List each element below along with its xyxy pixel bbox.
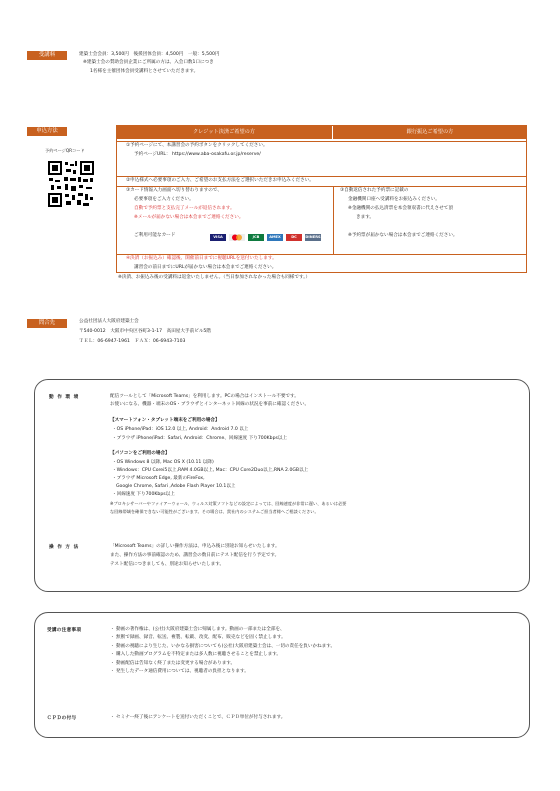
contact-address: 〒540-0012 大阪市中央区谷町3-1-17 高田屋大手前ビル5階 <box>79 329 211 334</box>
bank-header: 銀行振込ご希望の方 <box>333 125 527 139</box>
step-3-bank-1: ③自動返信された予約票に記載の <box>340 188 409 193</box>
operation-line-3: テスト配信につきましても、別途お知らせいたします。 <box>110 562 225 567</box>
env-line-13: な回線帯域を確保できない可能性がございます。その場合は、貴社内のシステムご担当者様へご相談ください。 <box>110 509 319 514</box>
environment-box <box>34 379 530 592</box>
refund-note: ※決済、お振込み後の受講料は返金いたしません。（当日参加されなかった場合も同様です。） <box>118 275 311 280</box>
qr-code[interactable] <box>47 160 95 208</box>
fee-note-1: ※建築士会の賛助会員企業にご所属の方は、入会口数1口につき <box>83 60 214 65</box>
step-3-card-5: ご利用可能なカード <box>134 233 176 238</box>
cpd-label: ＣＰＤの付与 <box>47 716 77 721</box>
diners-card-icon: DINERS <box>305 235 321 239</box>
contact-tag: 問合先 <box>27 319 67 328</box>
env-line-8: ・Windows：CPU Corei5以上,RAM 4.0GB以上, Mac：CPU Core2Duo以上,RNA 2.0GB以上 <box>112 468 309 473</box>
cpd-text: ・ セミナー終了後にアンケートを送付いただくことで、ＣＰＤ単位が付与されます。 <box>110 715 286 720</box>
env-line-3: 【スマートフォン・タブレット端末をご利用の場合】 <box>110 418 220 423</box>
operation-line-1: 「Microsoft Teams」の詳しい操作方法は、申込み後に別途お知らせいたします。 <box>110 544 280 549</box>
fee-tag: 受講料 <box>27 51 67 60</box>
contact-tel-fax: ＴＥＬ：06-6947-1961 ＦＡＸ：06-6943-7103 <box>79 339 186 344</box>
dc-card-icon: DC <box>286 234 302 241</box>
env-line-12: ※プロキシサーバーやファイアーウォール、ウィルス対策ソフトなどの設定によっては、回線速度が非常に遅い、あるいは必要 <box>110 501 347 506</box>
step-3-bank-3: ※金融機関の払込済票を本会領収書に代えさせて頂 <box>348 206 453 211</box>
step-3-bank-5: ※予約票が届かない場合は本会までご連絡ください。 <box>348 233 458 238</box>
note-line-4: ・ 購入した動画プログラムを不特定または多人数に視聴させることを禁止します。 <box>110 652 282 657</box>
operation-line-2: また、操作方法の事前確認のため、講習会の数日前にテスト配信を行う予定です。 <box>110 553 280 558</box>
contact-org: 公益社団法人大阪府建築士会 <box>79 319 139 324</box>
note-line-1: ・ 動画の著作権は、(公社)大阪府建築士会に帰属します。動画の一部または全部を、 <box>110 627 285 632</box>
note-line-3: ・ 動画の視聴により生じた、いかなる損害についても(公社)大阪府建築士会は、一切の責任を負いかねます。 <box>110 644 336 649</box>
env-line-2: お使いになる、機器・端末のOS・ブラウザとインターネット回線の状況を事前に確認ください。 <box>110 402 310 407</box>
step-3-bank-4: きます。 <box>356 215 375 220</box>
step-3-card-3: 自動で予約票と支払完了メールが返信されます。 <box>134 206 235 211</box>
mastercard-icon <box>229 234 245 241</box>
note-line-6: ・ 発生したデータ通信費用については、視聴者の負担となります。 <box>110 669 249 674</box>
step-3-card-4: ※メールが届かない場合は本会までご連絡ください。 <box>134 215 244 220</box>
note-line-2: ・ 無断で録画、録音、転送、複製、転載、改変、配布、販売などを固く禁止します。 <box>110 635 286 640</box>
step-4-text: ④決済（お振込み）確認後、開催前日までに視聴URLを送付いたします。 <box>126 256 277 261</box>
note-line-5: ・ 動画配信は告知なく終了または変更する場合があります。 <box>110 661 236 666</box>
reserve-url[interactable]: 予約ページURL： https://www.aba-osakafu.or.jp/reserve/ <box>134 152 261 157</box>
qr-label: 予約ページQRコード <box>45 148 85 153</box>
env-line-6: 【パソコンをご利用の場合】 <box>110 451 170 456</box>
notes-label: 受講の注意事項 <box>47 628 82 633</box>
step-1-text: ①予約ページにて、本講習会の予約ボタンをクリックしてください。 <box>126 143 268 148</box>
fee-prices: 建築士会会員：3,500円 後援団体会員：4,500円 一般：5,500円 <box>79 52 220 57</box>
card-header: クレジット決済ご希望の方 <box>116 125 332 139</box>
env-label: 動 作 環 境 <box>49 395 80 400</box>
step-2-text: ②申込様式へ必要事項のご入力、ご希望のお支払方法をご選択いただきお申込みください。 <box>126 178 314 183</box>
operation-label: 操 作 方 法 <box>49 545 80 550</box>
env-line-7: ・OS Windows 8 以降, Mac OS X (10.11 以降) <box>112 460 214 465</box>
amex-card-icon: AMEX <box>267 234 283 241</box>
step-3-card-1: ③カード情報入力画面へ切り替わりますので、 <box>126 188 222 193</box>
env-line-1: 配信ツールとして「Microsoft Teams」を利用します。PCの場合はインストール不要です。 <box>110 394 299 399</box>
env-line-9: ・ブラウザ Microsoft Edge, 最新のFireFox, <box>112 476 205 481</box>
step-3-bank-2: 金融機関口座へ受講料をお振込みください。 <box>348 197 440 202</box>
apply-tag: 申込方法 <box>27 127 67 136</box>
env-line-10: Google Chrome, Safari ,Adobe Flash Player 10.1以上 <box>116 484 236 489</box>
step-4-note: 講習会の前日までにURLが届かない場合は本会までご連絡ください。 <box>134 265 277 270</box>
env-line-5: ・ブラウザ iPhone/iPad：Safari, Android：Chrome、回線速度 下り700Kbps以上 <box>112 436 288 441</box>
env-line-4: ・OS iPhone/iPad：iOS 12.0 以上, Android：Android 7.0 以上 <box>112 427 249 432</box>
jcb-card-icon: JCB <box>248 234 264 241</box>
env-line-11: ・回線速度 下り700Kbps以上 <box>112 492 175 497</box>
step-3-card-2: 必要事項をご入力ください。 <box>134 197 194 202</box>
fee-note-2: 1名様を主催団体会員受講料とさせていただきます。 <box>90 69 199 74</box>
visa-card-icon: VISA <box>210 234 226 241</box>
